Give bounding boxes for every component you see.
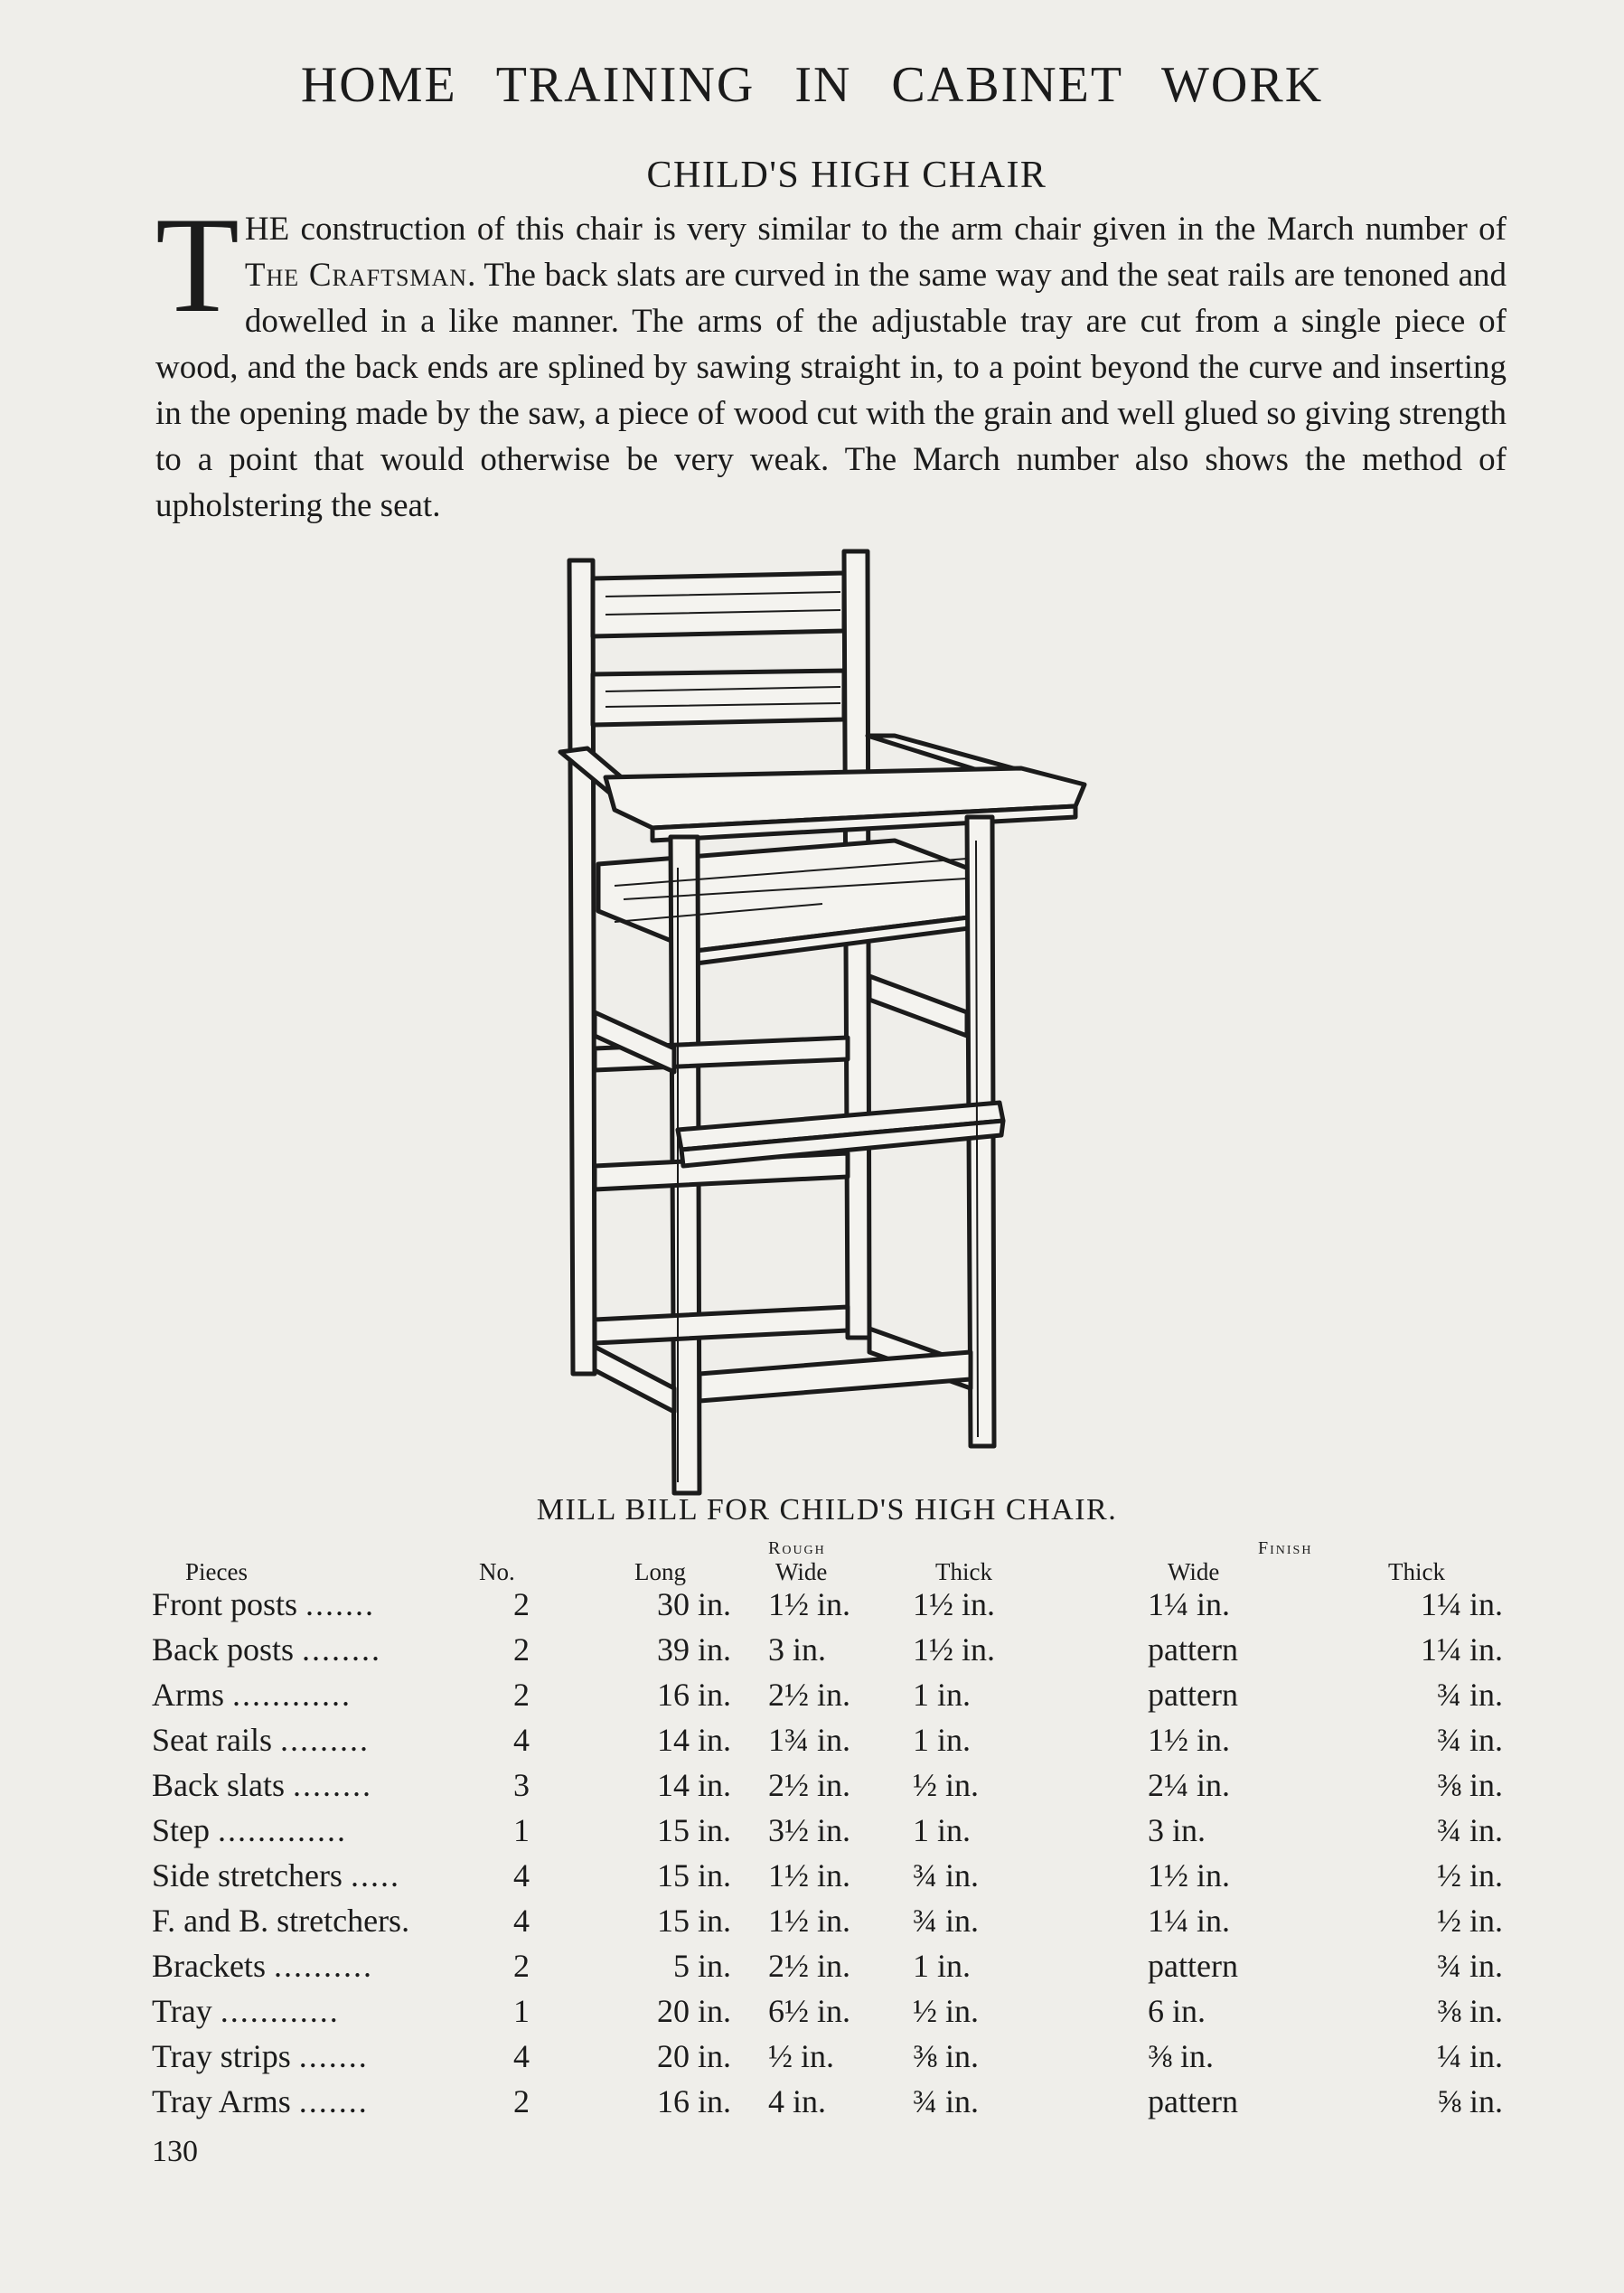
piece-count: 4 — [513, 1903, 530, 1939]
piece-finish-wide: 1¼ in. — [1148, 1903, 1231, 1939]
piece-rough-thick: ½ in. — [913, 1993, 980, 2029]
piece-finish-thick: ½ in. — [1436, 1857, 1503, 1894]
piece-rough-thick: 1½ in. — [913, 1586, 996, 1622]
piece-rough-thick: ¾ in. — [913, 2083, 980, 2119]
piece-rough-wide: 6½ in. — [768, 1993, 851, 2029]
piece-rough-wide: 3 in. — [768, 1631, 827, 1668]
piece-name: Arms ............ — [152, 1677, 352, 1713]
drop-cap: T — [155, 189, 239, 341]
high-chair-illustration — [551, 542, 1094, 1500]
piece-rough-wide: 1½ in. — [768, 1857, 851, 1894]
table-row — [0, 1766, 1624, 1811]
piece-rough-wide: 4 in. — [768, 2083, 827, 2119]
piece-finish-thick: ⅝ in. — [1436, 2083, 1503, 2119]
piece-count: 3 — [513, 1767, 530, 1803]
piece-long: 15 in. — [656, 1903, 731, 1939]
piece-rough-thick: ¾ in. — [913, 1857, 980, 1894]
piece-finish-wide: pattern — [1148, 2083, 1238, 2119]
piece-rough-thick: 1 in. — [913, 1948, 972, 1984]
article-paragraph — [155, 189, 1507, 529]
piece-rough-thick: ¾ in. — [913, 1903, 980, 1939]
paragraph-text-2: . The back slats are curved in the same way and the seat rails are tenoned and dowelled in a like manner. The arms of the adjustable tray are cut from a single piece of wood, and the back ends are splined by sawing straight in, to a point beyond the curve and inserting in the opening made by the saw, a piece of wood cut with the grain and well glued so giving strength to a point that would otherwise be very weak. The March number also shows the method of upholstering the seat. — [155, 257, 1507, 524]
table-row — [0, 2037, 1624, 2082]
piece-finish-thick: ¾ in. — [1436, 1948, 1503, 1984]
piece-long: 15 in. — [656, 1857, 731, 1894]
piece-finish-thick: ¾ in. — [1436, 1722, 1503, 1758]
piece-long: 16 in. — [656, 1677, 731, 1713]
piece-long: 39 in. — [656, 1631, 731, 1668]
running-header: HOME TRAINING IN CABINET WORK — [300, 57, 1324, 113]
column-header-pieces: Pieces — [185, 1558, 248, 1585]
piece-rough-thick: 1 in. — [913, 1812, 972, 1848]
piece-finish-wide: 6 in. — [1148, 1993, 1206, 2029]
piece-count: 1 — [513, 1812, 530, 1848]
piece-long: 15 in. — [656, 1812, 731, 1848]
piece-finish-wide: pattern — [1148, 1677, 1238, 1713]
piece-rough-thick: ⅜ in. — [913, 2038, 980, 2074]
piece-finish-wide: ⅜ in. — [1148, 2038, 1215, 2074]
piece-finish-thick: ⅜ in. — [1436, 1767, 1503, 1803]
piece-long: 5 in. — [672, 1948, 731, 1984]
piece-count: 4 — [513, 1857, 530, 1894]
table-row — [0, 1992, 1624, 2037]
column-header-no: No. — [479, 1558, 515, 1585]
piece-count: 2 — [513, 1677, 530, 1713]
piece-finish-wide: pattern — [1148, 1631, 1238, 1668]
piece-name: Back posts ........ — [152, 1631, 381, 1668]
piece-name: F. and B. stretchers. — [152, 1903, 412, 1939]
finish-group-label: Finish — [1258, 1538, 1313, 1558]
piece-count: 2 — [513, 1948, 530, 1984]
rough-group-label: Rough — [768, 1538, 826, 1558]
table-row — [0, 1585, 1624, 1630]
magazine-name: The Craftsman — [244, 257, 468, 294]
piece-long: 30 in. — [656, 1586, 731, 1622]
column-header-finish-wide: Wide — [1168, 1558, 1220, 1585]
paragraph-text-1: HE construction of this chair is very similar to the arm chair given in the March number of — [244, 211, 1507, 248]
piece-rough-thick: 1 in. — [913, 1722, 972, 1758]
piece-name: Step ............. — [152, 1812, 348, 1848]
piece-finish-thick: ⅜ in. — [1436, 1993, 1503, 2029]
piece-rough-wide: 2½ in. — [768, 1677, 851, 1713]
table-row — [0, 1902, 1624, 1947]
piece-count: 4 — [513, 2038, 530, 2074]
piece-finish-thick: ¾ in. — [1436, 1812, 1503, 1848]
piece-rough-wide: 1¾ in. — [768, 1722, 851, 1758]
table-row — [0, 2082, 1624, 2128]
piece-rough-wide: 3½ in. — [768, 1812, 851, 1848]
piece-count: 2 — [513, 1586, 530, 1622]
piece-long: 16 in. — [656, 2083, 731, 2119]
piece-rough-thick: 1 in. — [913, 1677, 972, 1713]
column-header-rough-wide: Wide — [775, 1558, 828, 1585]
piece-rough-wide: ½ in. — [768, 2038, 835, 2074]
piece-name: Brackets .......... — [152, 1948, 373, 1984]
piece-rough-thick: 1½ in. — [913, 1631, 996, 1668]
piece-finish-wide: 1½ in. — [1148, 1722, 1231, 1758]
piece-rough-wide: 2½ in. — [768, 1948, 851, 1984]
table-row — [0, 1676, 1624, 1721]
piece-count: 1 — [513, 1993, 530, 2029]
piece-finish-wide: 1½ in. — [1148, 1857, 1231, 1894]
piece-finish-wide: 3 in. — [1148, 1812, 1206, 1848]
piece-rough-thick: ½ in. — [913, 1767, 980, 1803]
piece-name: Tray ............ — [152, 1993, 340, 2029]
piece-long: 14 in. — [656, 1722, 731, 1758]
column-header-finish-thick: Thick — [1388, 1558, 1445, 1585]
piece-finish-thick: ¼ in. — [1436, 2038, 1503, 2074]
column-header-long: Long — [634, 1558, 686, 1585]
page-number: 130 — [152, 2135, 198, 2168]
piece-name: Front posts ....... — [152, 1586, 376, 1622]
piece-name: Seat rails ......... — [152, 1722, 370, 1758]
piece-finish-wide: 2¼ in. — [1148, 1767, 1231, 1803]
piece-long: 14 in. — [656, 1767, 731, 1803]
piece-long: 20 in. — [656, 1993, 731, 2029]
piece-name: Back slats ........ — [152, 1767, 372, 1803]
piece-name: Tray Arms ....... — [152, 2083, 369, 2119]
piece-finish-thick: 1¼ in. — [1420, 1586, 1503, 1622]
table-row — [0, 1811, 1624, 1856]
table-row — [0, 1721, 1624, 1766]
piece-rough-wide: 1½ in. — [768, 1903, 851, 1939]
piece-rough-wide: 2½ in. — [768, 1767, 851, 1803]
piece-name: Side stretchers ..... — [152, 1857, 400, 1894]
piece-finish-thick: ½ in. — [1436, 1903, 1503, 1939]
table-row — [0, 1856, 1624, 1902]
column-header-rough-thick: Thick — [935, 1558, 992, 1585]
table-row — [0, 1947, 1624, 1992]
piece-count: 2 — [513, 2083, 530, 2119]
article-title: CHILD'S HIGH CHAIR — [646, 155, 1047, 196]
piece-rough-wide: 1½ in. — [768, 1586, 851, 1622]
piece-finish-wide: 1¼ in. — [1148, 1586, 1231, 1622]
piece-count: 4 — [513, 1722, 530, 1758]
piece-name: Tray strips ....... — [152, 2038, 369, 2074]
piece-finish-wide: pattern — [1148, 1948, 1238, 1984]
mill-bill-title: MILL BILL FOR CHILD'S HIGH CHAIR. — [536, 1493, 1118, 1527]
piece-long: 20 in. — [656, 2038, 731, 2074]
piece-finish-thick: 1¼ in. — [1420, 1631, 1503, 1668]
table-row — [0, 1630, 1624, 1676]
piece-finish-thick: ¾ in. — [1436, 1677, 1503, 1713]
piece-count: 2 — [513, 1631, 530, 1668]
